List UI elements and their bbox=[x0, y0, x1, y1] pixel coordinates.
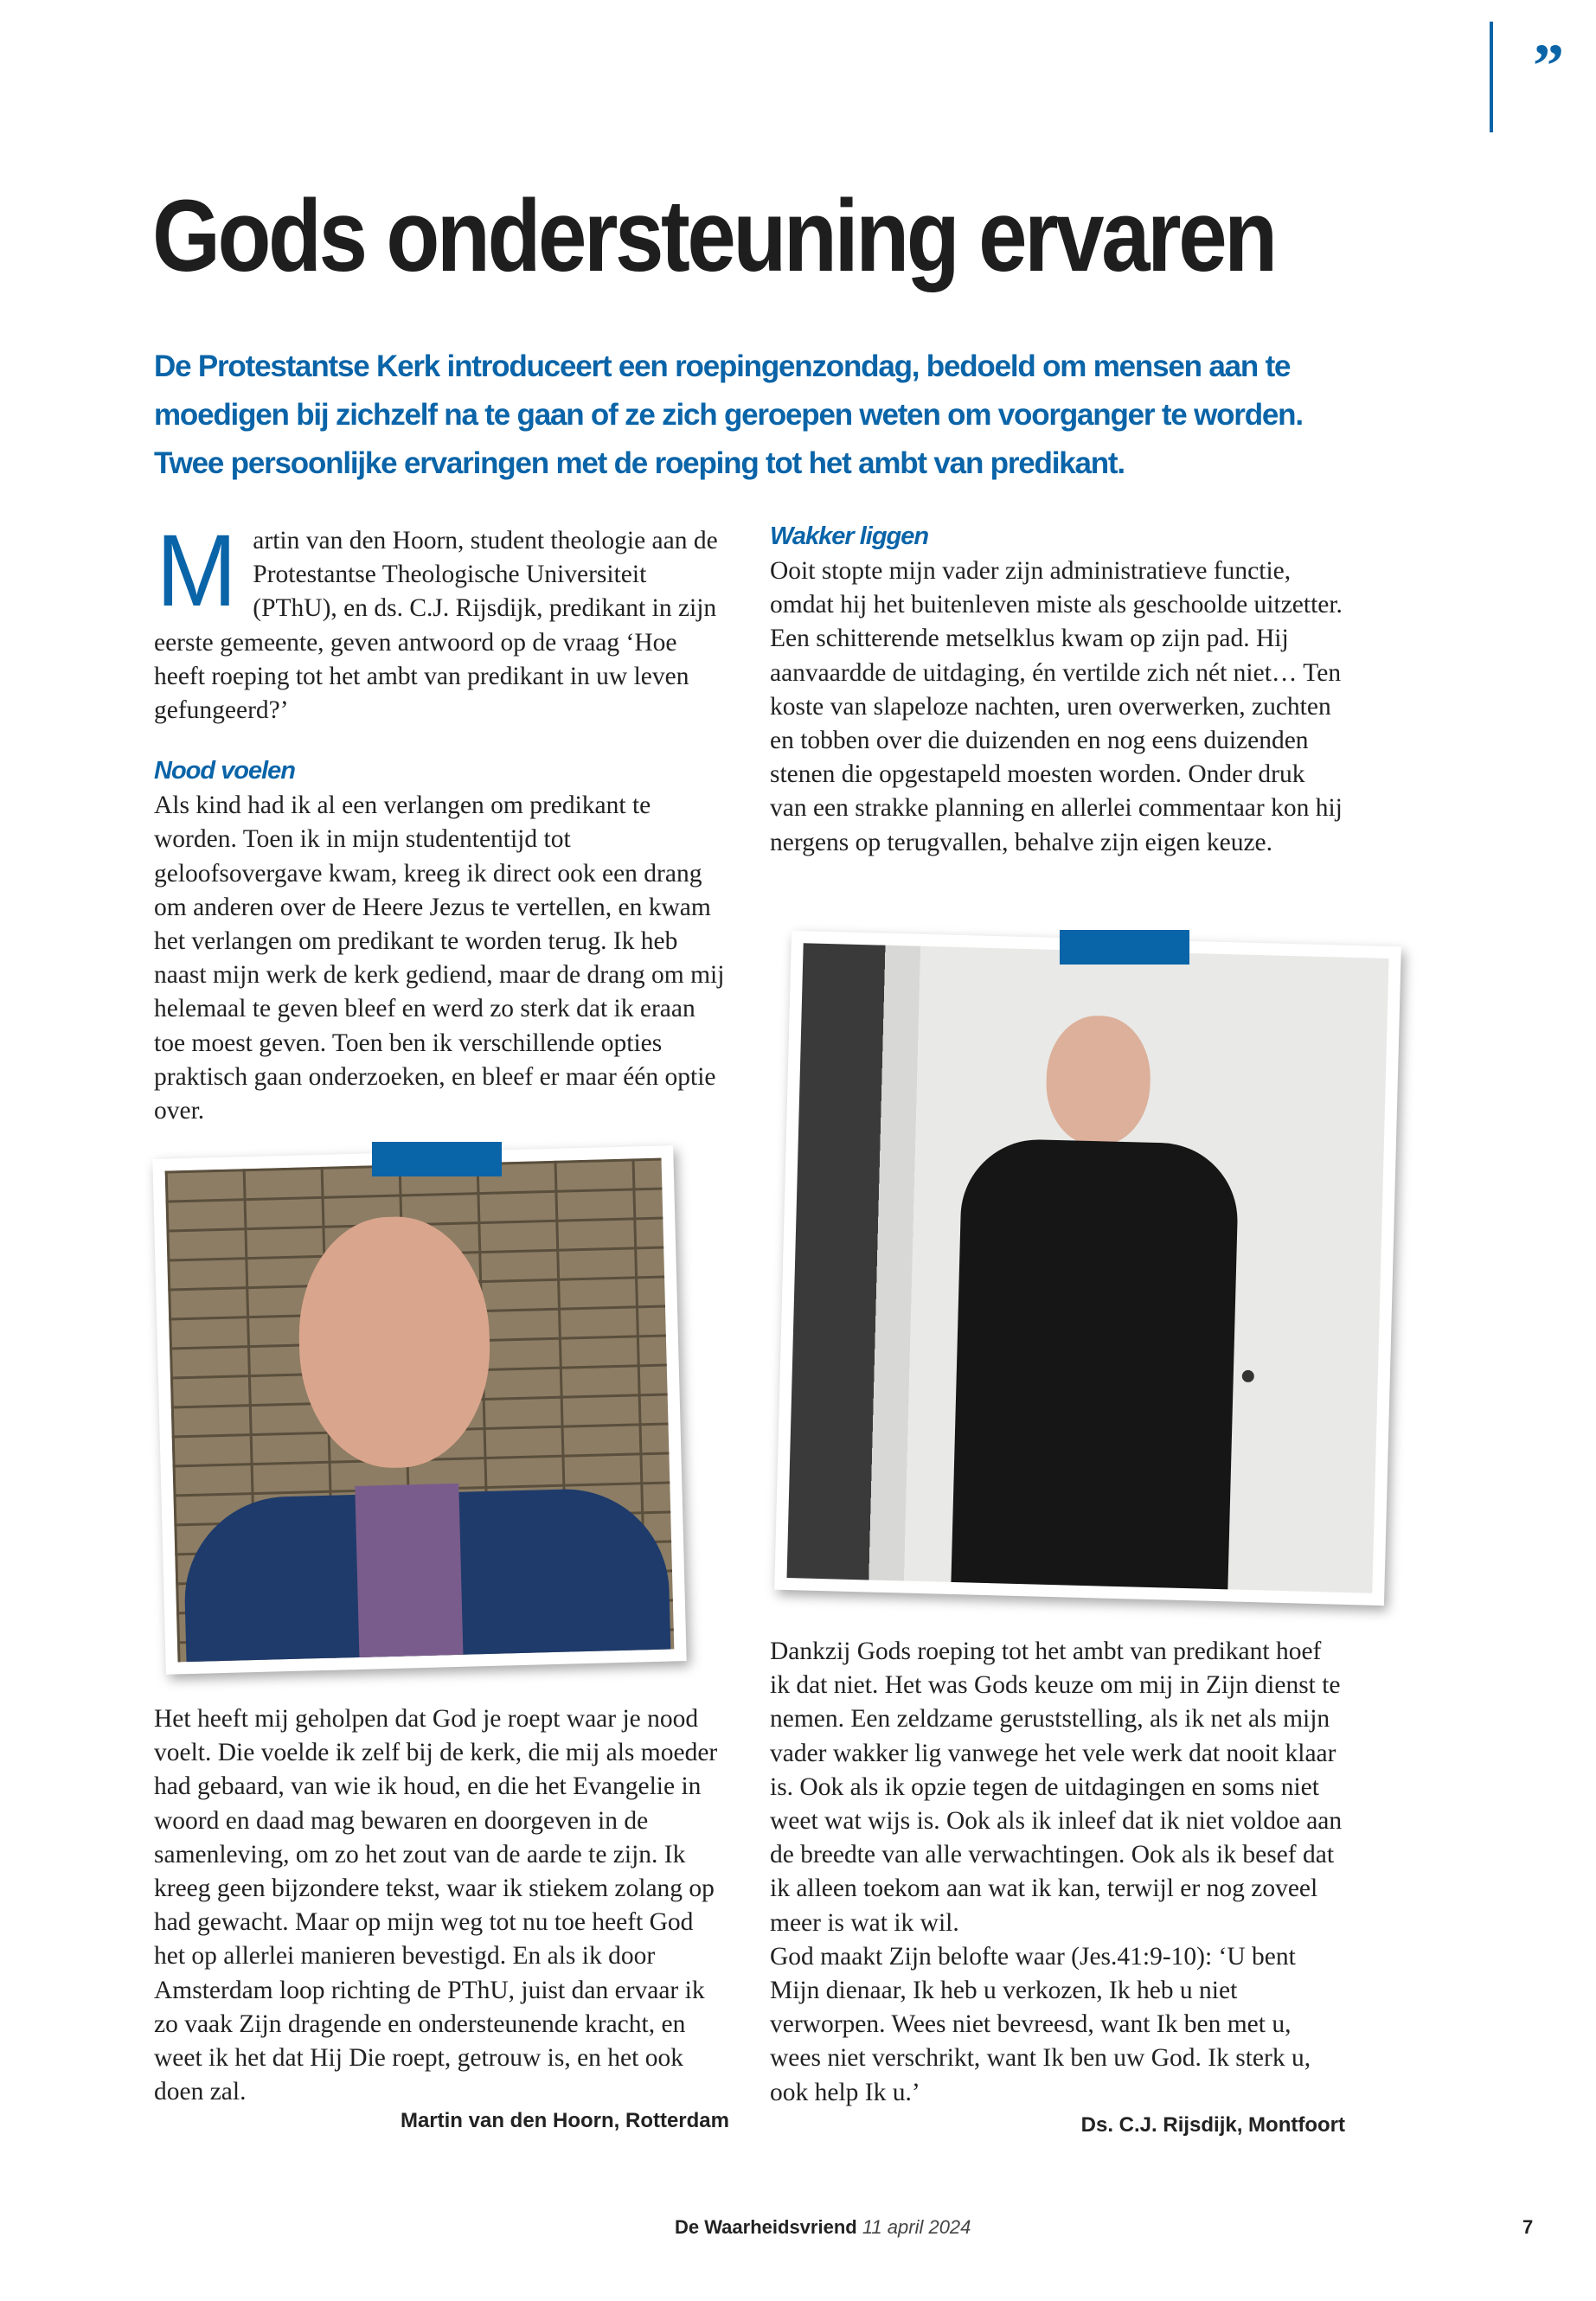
body-paragraph: Het heeft mij geholpen dat God je roept waar je nood voelt. Die voelde ik zelf bij de kerk, die mij als moeder had gebaard, van wie ik houd, en die het Evangelie in woord en daad mag bewaren en doorgeven in de samenleving, om zo het zout van de aarde te zijn. Ik kreeg geen bijzondere tekst, waar ik stiekem zolang op had gewacht. Maar op mijn weg tot nu toe heeft God het op allerlei manieren bevestigd. En als ik door Amsterdam loop richting de PThU, juist dan ervaar ik zo vaak Zijn dragende en ondersteunende kracht, en weet ik het dat Hij Die roept, getrouw is, en het ook doen zal. bbox=[154, 1705, 718, 2106]
body-paragraph: Als kind had ik al een verlangen om predikant te worden. Toen ik in mijn studententijd tot geloofsovergave kwam, kreeg ik direct ook een drang om anderen over de Heere Jezus te vertellen, en kwam het verlangen om predikant te worden terug. Ik heb naast mijn werk de kerk gediend, maar de drang om mij helemaal te geven bleef en werd zo sterk dat ik eraan toe moest geven. Toen ben ik verschillende opties praktisch gaan onderzoeken, en bleef er maar één optie over. bbox=[154, 792, 725, 1125]
article-lead: De Protestantse Kerk introduceert een roepingenzondag, bedoeld om mensen aan te moedigen bij zichzelf na te gaan of ze zich geroepen weten om voorganger te worden. Twee persoonlijke ervaringen met de roeping tot het ambt van predikant. bbox=[154, 349, 1303, 480]
right-column-bottom bbox=[770, 1635, 1345, 2138]
article-title: Gods ondersteuning ervaren bbox=[152, 179, 1275, 293]
photo-tape bbox=[1060, 930, 1189, 965]
publication-name: De Waarheidsvriend bbox=[675, 2216, 857, 2238]
body-paragraph: God maakt Zijn belofte waar (Jes.41:9-10): ‘U bent Mijn dienaar, Ik heb u verkozen, Ik heb u niet verworpen. Wees niet bevreesd, want Ik ben met u, wees niet verschrikt, want Ik ben uw God. Ik sterk u, ook help Ik u.’ bbox=[770, 1942, 1311, 2106]
author-signature: Martin van den Hoorn, Rotterdam bbox=[400, 2109, 729, 2133]
left-column-top bbox=[154, 514, 729, 1128]
photo-cj-rijsdijk bbox=[774, 931, 1401, 1606]
sweater-shape bbox=[951, 1138, 1240, 1593]
left-column-bottom bbox=[154, 1702, 729, 2133]
photo-martin-van-den-hoorn bbox=[152, 1145, 686, 1675]
photo-image bbox=[165, 1158, 675, 1663]
page-number: 7 bbox=[1522, 2216, 1534, 2238]
publication-date: 11 april 2024 bbox=[862, 2216, 971, 2238]
quote-mark-icon: ” bbox=[1533, 31, 1564, 100]
author-signature: Ds. C.J. Rijsdijk, Montfoort bbox=[1080, 2112, 1345, 2137]
face-shape bbox=[296, 1215, 493, 1471]
photo-tape bbox=[372, 1142, 502, 1176]
decorative-vertical-bar bbox=[1490, 22, 1493, 132]
door-knob bbox=[1242, 1370, 1254, 1382]
body-paragraph: Ooit stopte mijn vader zijn administratieve functie, omdat hij het buitenleven miste als geschoolde uitzetter. Een schitterende metselklus kwam op zijn pad. Hij aanvaardde de uitdaging, én vertilde zich nét niet… Ten koste van slapeloze nachten, uren overwerken, zuchten en tobben over die duizenden en nog eens duizenden stenen die opgestapeld moesten worden. Onder druk van een strakke planning en allerlei commentaar kon hij nergens op terugvallen, behalve zijn eigen keuze. bbox=[770, 557, 1343, 856]
section-heading-wakker-liggen: Wakker liggen bbox=[770, 522, 929, 550]
drop-cap: M bbox=[156, 514, 237, 628]
photo-image bbox=[787, 943, 1389, 1593]
shirt-shape bbox=[355, 1484, 463, 1659]
right-column-top bbox=[770, 522, 1345, 860]
footer-publication bbox=[675, 2216, 971, 2239]
face-shape bbox=[1045, 1015, 1152, 1147]
body-paragraph: Dankzij Gods roeping tot het ambt van predikant hoef ik dat niet. Het was Gods keuze om mij in Zijn dienst te nemen. Een zeldzame geruststelling, als ik net als mijn vader wakker lig vanwege het vele werk dat nooit klaar is. Ook als ik opzie tegen de uitdagingen en soms niet weet wat wijs is. Ook als ik inleef dat ik niet voldoe aan de breedte van alle verwachtingen. Ook als ik besef dat ik alleen toekom aan wat ik kan, terwijl er nog zoveel meer is wat ik wil. bbox=[770, 1638, 1343, 1937]
intro-paragraph: artin van den Hoorn, student theologie aan de Protestantse Theologische Universiteit (PThU), en ds. C.J. Rijsdijk, predikant in zijn eerste gemeente, geven antwoord op de vraag ‘Hoe heeft roeping tot het ambt van predikant in uw leven gefungeerd?’ bbox=[154, 527, 718, 725]
section-heading-nood-voelen: Nood voelen bbox=[154, 757, 296, 785]
